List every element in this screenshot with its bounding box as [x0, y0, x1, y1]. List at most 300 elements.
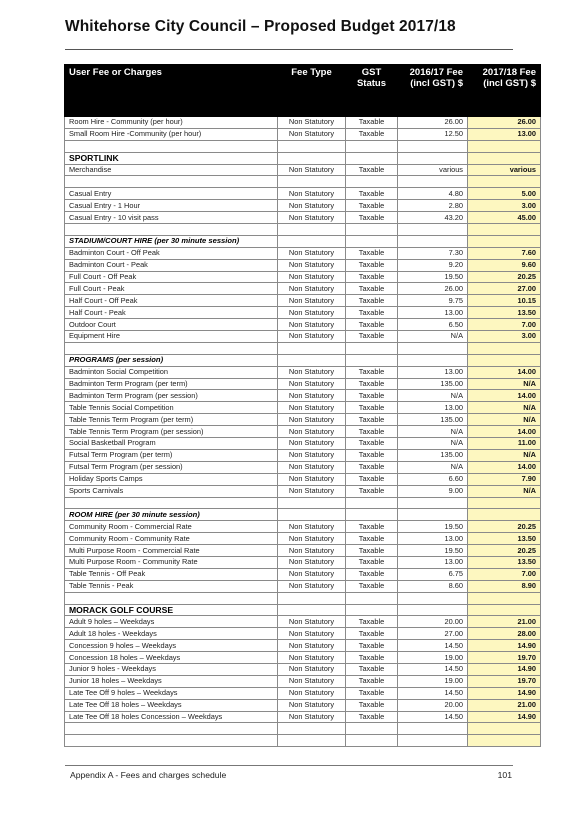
table-row — [65, 461, 541, 473]
fee-description-cell: Concession 9 holes – Weekdays — [65, 640, 278, 652]
fee-2016-17-cell: various — [398, 164, 468, 176]
fee-type-cell — [278, 224, 346, 236]
table-row — [65, 438, 541, 450]
table-row — [65, 628, 541, 640]
fee-2016-17-cell: 26.00 — [398, 117, 468, 129]
table-row — [65, 247, 541, 259]
fee-2016-17-cell: 13.00 — [398, 533, 468, 545]
gst-status-cell: Taxable — [346, 616, 398, 628]
fee-2016-17-cell: 27.00 — [398, 628, 468, 640]
page-title: Whitehorse City Council – Proposed Budget 2017/18 — [65, 18, 456, 35]
fee-type-cell: Non Statutory — [278, 188, 346, 200]
fee-description-cell: Late Tee Off 9 holes – Weekdays — [65, 687, 278, 699]
gst-status-cell: Taxable — [346, 414, 398, 426]
fee-2017-18-cell — [468, 342, 541, 354]
fee-2016-17-cell: 19.00 — [398, 652, 468, 664]
header-fee-2017-18: 2017/18 Fee (incl GST) $ — [468, 65, 541, 117]
table-row — [65, 164, 541, 176]
fee-description-cell: Half Court - Peak — [65, 307, 278, 319]
fee-2017-18-cell: 7.60 — [468, 247, 541, 259]
gst-status-cell — [346, 354, 398, 366]
gst-status-cell — [346, 235, 398, 247]
fee-type-cell — [278, 140, 346, 152]
fee-description-cell — [65, 176, 278, 188]
fee-type-cell: Non Statutory — [278, 533, 346, 545]
fee-2017-18-cell — [468, 735, 541, 747]
table-row — [65, 545, 541, 557]
gst-status-cell: Taxable — [346, 128, 398, 140]
fee-2016-17-cell: N/A — [398, 438, 468, 450]
gst-status-cell: Taxable — [346, 366, 398, 378]
fee-type-cell — [278, 604, 346, 616]
fee-2016-17-cell: 4.80 — [398, 188, 468, 200]
fee-type-cell — [278, 735, 346, 747]
gst-status-cell: Taxable — [346, 378, 398, 390]
fee-description-cell: Community Room - Commercial Rate — [65, 521, 278, 533]
table-row — [65, 117, 541, 129]
fee-2017-18-cell: 13.50 — [468, 533, 541, 545]
fee-2016-17-cell: 13.00 — [398, 556, 468, 568]
fee-2016-17-cell — [398, 224, 468, 236]
fee-description-cell: Multi Purpose Room - Commercial Rate — [65, 545, 278, 557]
gst-status-cell: Taxable — [346, 533, 398, 545]
fee-type-cell: Non Statutory — [278, 402, 346, 414]
fee-description-cell: Table Tennis - Off Peak — [65, 568, 278, 580]
gst-status-cell — [346, 140, 398, 152]
gst-status-cell: Taxable — [346, 164, 398, 176]
fee-description-cell: Late Tee Off 18 holes – Weekdays — [65, 699, 278, 711]
spacer-row — [65, 342, 541, 354]
fee-type-cell: Non Statutory — [278, 271, 346, 283]
fee-description-cell: PROGRAMS (per session) — [65, 354, 278, 366]
table-row — [65, 616, 541, 628]
fee-description-cell: Merchandise — [65, 164, 278, 176]
table-row — [65, 307, 541, 319]
fee-2016-17-cell: 6.50 — [398, 319, 468, 331]
fee-description-cell — [65, 224, 278, 236]
fee-2016-17-cell: 19.50 — [398, 271, 468, 283]
fee-type-cell: Non Statutory — [278, 568, 346, 580]
fee-2017-18-cell: 8.90 — [468, 580, 541, 592]
fee-2016-17-cell — [398, 723, 468, 735]
gst-status-cell: Taxable — [346, 568, 398, 580]
fee-2016-17-cell: 6.75 — [398, 568, 468, 580]
fee-type-cell — [278, 509, 346, 521]
gst-status-cell: Taxable — [346, 556, 398, 568]
fee-type-cell: Non Statutory — [278, 687, 346, 699]
footer-appendix-label: Appendix A - Fees and charges schedule — [70, 770, 227, 780]
fee-description-cell: Multi Purpose Room - Community Rate — [65, 556, 278, 568]
gst-status-cell: Taxable — [346, 117, 398, 129]
gst-status-cell: Taxable — [346, 687, 398, 699]
fee-description-cell: Futsal Term Program (per term) — [65, 449, 278, 461]
fee-2017-18-cell — [468, 235, 541, 247]
footer-divider — [65, 765, 513, 766]
fee-2017-18-cell: 20.25 — [468, 271, 541, 283]
fee-description-cell: Full Court - Peak — [65, 283, 278, 295]
table-row — [65, 675, 541, 687]
gst-status-cell: Taxable — [346, 271, 398, 283]
table-row — [65, 663, 541, 675]
fee-2017-18-cell: 14.90 — [468, 663, 541, 675]
fee-description-cell: Half Court - Off Peak — [65, 295, 278, 307]
gst-status-cell: Taxable — [346, 628, 398, 640]
fee-description-cell: Community Room - Community Rate — [65, 533, 278, 545]
table-row — [65, 473, 541, 485]
fee-2017-18-cell: 3.00 — [468, 200, 541, 212]
table-row — [65, 271, 541, 283]
fee-description-cell: Small Room Hire -Community (per hour) — [65, 128, 278, 140]
fee-type-cell: Non Statutory — [278, 438, 346, 450]
fee-description-cell — [65, 592, 278, 604]
gst-status-cell — [346, 723, 398, 735]
gst-status-cell: Taxable — [346, 663, 398, 675]
fee-description-cell: Holiday Sports Camps — [65, 473, 278, 485]
table-row — [65, 580, 541, 592]
fee-2016-17-cell: N/A — [398, 331, 468, 343]
fee-2016-17-cell: N/A — [398, 426, 468, 438]
section-heading-row — [65, 604, 541, 616]
fee-description-cell: Table Tennis - Peak — [65, 580, 278, 592]
fee-type-cell: Non Statutory — [278, 545, 346, 557]
fee-2016-17-cell: 14.50 — [398, 711, 468, 723]
fee-type-cell: Non Statutory — [278, 521, 346, 533]
table-row — [65, 449, 541, 461]
table-row — [65, 699, 541, 711]
fee-2016-17-cell: 135.00 — [398, 414, 468, 426]
fee-2016-17-cell: 14.50 — [398, 687, 468, 699]
fee-2017-18-cell: 14.00 — [468, 461, 541, 473]
fee-2016-17-cell — [398, 176, 468, 188]
fee-2016-17-cell — [398, 342, 468, 354]
gst-status-cell — [346, 152, 398, 164]
fee-2017-18-cell: various — [468, 164, 541, 176]
fee-2016-17-cell: 26.00 — [398, 283, 468, 295]
fee-description-cell — [65, 497, 278, 509]
fee-type-cell — [278, 152, 346, 164]
fee-2017-18-cell — [468, 604, 541, 616]
fee-type-cell: Non Statutory — [278, 461, 346, 473]
spacer-row — [65, 497, 541, 509]
fee-2016-17-cell — [398, 592, 468, 604]
fee-type-cell — [278, 497, 346, 509]
fee-2016-17-cell — [398, 235, 468, 247]
spacer-row — [65, 224, 541, 236]
table-row — [65, 402, 541, 414]
fee-type-cell: Non Statutory — [278, 426, 346, 438]
fee-type-cell: Non Statutory — [278, 580, 346, 592]
gst-status-cell: Taxable — [346, 247, 398, 259]
spacer-row — [65, 723, 541, 735]
fee-2017-18-cell: 5.00 — [468, 188, 541, 200]
fee-2017-18-cell: 11.00 — [468, 438, 541, 450]
fee-2017-18-cell: 27.00 — [468, 283, 541, 295]
fee-type-cell: Non Statutory — [278, 616, 346, 628]
fee-type-cell: Non Statutory — [278, 283, 346, 295]
gst-status-cell: Taxable — [346, 426, 398, 438]
table-row — [65, 568, 541, 580]
gst-status-cell: Taxable — [346, 307, 398, 319]
fee-2017-18-cell: 28.00 — [468, 628, 541, 640]
fee-2017-18-cell — [468, 354, 541, 366]
gst-status-cell: Taxable — [346, 473, 398, 485]
fee-2017-18-cell: 14.00 — [468, 426, 541, 438]
fee-type-cell: Non Statutory — [278, 212, 346, 224]
fees-table-body — [65, 117, 541, 747]
fee-2016-17-cell: 9.75 — [398, 295, 468, 307]
gst-status-cell: Taxable — [346, 545, 398, 557]
fee-2016-17-cell: 19.50 — [398, 545, 468, 557]
fee-description-cell: Junior 18 holes – Weekdays — [65, 675, 278, 687]
fee-type-cell: Non Statutory — [278, 295, 346, 307]
table-row — [65, 652, 541, 664]
fee-description-cell: Adult 9 holes – Weekdays — [65, 616, 278, 628]
table-row — [65, 414, 541, 426]
fee-2016-17-cell — [398, 152, 468, 164]
fee-2016-17-cell: 19.50 — [398, 521, 468, 533]
title-divider — [65, 49, 513, 50]
table-row — [65, 295, 541, 307]
fee-description-cell: Full Court - Off Peak — [65, 271, 278, 283]
fee-2017-18-cell: N/A — [468, 485, 541, 497]
fee-description-cell: Table Tennis Term Program (per session) — [65, 426, 278, 438]
fee-description-cell: Casual Entry — [65, 188, 278, 200]
header-gst-status: GST Status — [346, 65, 398, 117]
table-row — [65, 521, 541, 533]
fee-2017-18-cell: 13.00 — [468, 128, 541, 140]
fee-description-cell: Badminton Court - Peak — [65, 259, 278, 271]
gst-status-cell — [346, 509, 398, 521]
fee-2016-17-cell: 9.00 — [398, 485, 468, 497]
fee-2017-18-cell: 10.15 — [468, 295, 541, 307]
spacer-row — [65, 176, 541, 188]
table-row — [65, 426, 541, 438]
fee-description-cell: Late Tee Off 18 holes Concession – Weekdays — [65, 711, 278, 723]
gst-status-cell: Taxable — [346, 402, 398, 414]
fee-2016-17-cell: 135.00 — [398, 378, 468, 390]
fee-2017-18-cell: N/A — [468, 449, 541, 461]
page-number: 101 — [497, 770, 512, 780]
gst-status-cell: Taxable — [346, 711, 398, 723]
fee-2017-18-cell: N/A — [468, 414, 541, 426]
fee-2016-17-cell: 2.80 — [398, 200, 468, 212]
fee-2017-18-cell: 13.50 — [468, 307, 541, 319]
fee-description-cell: Badminton Court - Off Peak — [65, 247, 278, 259]
fee-2017-18-cell: 13.50 — [468, 556, 541, 568]
fee-2016-17-cell: N/A — [398, 461, 468, 473]
gst-status-cell: Taxable — [346, 283, 398, 295]
fee-2016-17-cell: 9.20 — [398, 259, 468, 271]
gst-status-cell — [346, 604, 398, 616]
table-row — [65, 640, 541, 652]
fee-type-cell — [278, 354, 346, 366]
fee-description-cell: Badminton Term Program (per session) — [65, 390, 278, 402]
fee-description-cell: STADIUM/COURT HIRE (per 30 minute session) — [65, 235, 278, 247]
gst-status-cell: Taxable — [346, 212, 398, 224]
fee-2017-18-cell: 45.00 — [468, 212, 541, 224]
spacer-row — [65, 735, 541, 747]
fee-2016-17-cell: 13.00 — [398, 402, 468, 414]
fee-type-cell: Non Statutory — [278, 556, 346, 568]
fee-description-cell: Badminton Term Program (per term) — [65, 378, 278, 390]
fee-2017-18-cell: 14.90 — [468, 640, 541, 652]
gst-status-cell: Taxable — [346, 188, 398, 200]
fee-description-cell: Casual Entry - 1 Hour — [65, 200, 278, 212]
table-row — [65, 366, 541, 378]
table-row — [65, 128, 541, 140]
fee-description-cell: Outdoor Court — [65, 319, 278, 331]
fee-description-cell: Social Basketball Program — [65, 438, 278, 450]
gst-status-cell: Taxable — [346, 295, 398, 307]
fee-type-cell: Non Statutory — [278, 699, 346, 711]
fee-description-cell: Room Hire - Community (per hour) — [65, 117, 278, 129]
fee-type-cell: Non Statutory — [278, 640, 346, 652]
fee-description-cell — [65, 735, 278, 747]
section-heading-row — [65, 152, 541, 164]
fee-2017-18-cell: 7.00 — [468, 319, 541, 331]
gst-status-cell: Taxable — [346, 319, 398, 331]
table-row — [65, 319, 541, 331]
fee-description-cell: SPORTLINK — [65, 152, 278, 164]
fee-2016-17-cell: 8.60 — [398, 580, 468, 592]
fee-2016-17-cell: 13.00 — [398, 366, 468, 378]
fee-type-cell: Non Statutory — [278, 449, 346, 461]
fee-type-cell: Non Statutory — [278, 390, 346, 402]
fee-description-cell: Futsal Term Program (per session) — [65, 461, 278, 473]
gst-status-cell — [346, 224, 398, 236]
fees-table — [64, 64, 541, 747]
gst-status-cell: Taxable — [346, 259, 398, 271]
fee-2017-18-cell — [468, 140, 541, 152]
table-row — [65, 283, 541, 295]
gst-status-cell: Taxable — [346, 390, 398, 402]
fee-description-cell — [65, 342, 278, 354]
fee-description-cell: Concession 18 holes – Weekdays — [65, 652, 278, 664]
subsection-heading-row — [65, 235, 541, 247]
fee-type-cell: Non Statutory — [278, 117, 346, 129]
fee-type-cell — [278, 342, 346, 354]
fee-2016-17-cell — [398, 509, 468, 521]
fee-type-cell: Non Statutory — [278, 259, 346, 271]
gst-status-cell: Taxable — [346, 449, 398, 461]
table-row — [65, 556, 541, 568]
gst-status-cell — [346, 176, 398, 188]
gst-status-cell — [346, 342, 398, 354]
fee-description-cell: ROOM HIRE (per 30 minute session) — [65, 509, 278, 521]
fee-type-cell: Non Statutory — [278, 164, 346, 176]
fee-2016-17-cell — [398, 735, 468, 747]
gst-status-cell — [346, 735, 398, 747]
fee-type-cell: Non Statutory — [278, 366, 346, 378]
fee-2016-17-cell: 19.00 — [398, 675, 468, 687]
gst-status-cell: Taxable — [346, 580, 398, 592]
spacer-row — [65, 140, 541, 152]
table-row — [65, 390, 541, 402]
fee-type-cell: Non Statutory — [278, 307, 346, 319]
fee-type-cell: Non Statutory — [278, 711, 346, 723]
fee-2016-17-cell — [398, 140, 468, 152]
fee-2016-17-cell: 12.50 — [398, 128, 468, 140]
gst-status-cell: Taxable — [346, 200, 398, 212]
table-row — [65, 485, 541, 497]
fee-2016-17-cell — [398, 604, 468, 616]
fee-2017-18-cell — [468, 176, 541, 188]
fee-type-cell: Non Statutory — [278, 331, 346, 343]
gst-status-cell: Taxable — [346, 675, 398, 687]
table-row — [65, 378, 541, 390]
fee-2017-18-cell — [468, 497, 541, 509]
fee-2016-17-cell: 43.20 — [398, 212, 468, 224]
fee-2017-18-cell — [468, 592, 541, 604]
spacer-row — [65, 592, 541, 604]
fee-2016-17-cell: 14.50 — [398, 663, 468, 675]
fee-2017-18-cell — [468, 509, 541, 521]
fee-2017-18-cell: 7.00 — [468, 568, 541, 580]
gst-status-cell: Taxable — [346, 438, 398, 450]
gst-status-cell: Taxable — [346, 461, 398, 473]
fee-description-cell — [65, 723, 278, 735]
fee-2016-17-cell: N/A — [398, 390, 468, 402]
table-row — [65, 687, 541, 699]
fee-type-cell — [278, 592, 346, 604]
gst-status-cell — [346, 497, 398, 509]
fee-description-cell: Junior 9 holes - Weekdays — [65, 663, 278, 675]
gst-status-cell: Taxable — [346, 331, 398, 343]
fee-description-cell: Sports Carnivals — [65, 485, 278, 497]
fee-type-cell — [278, 235, 346, 247]
fee-type-cell: Non Statutory — [278, 378, 346, 390]
header-fee-2016-17: 2016/17 Fee (incl GST) $ — [398, 65, 468, 117]
fee-2017-18-cell: 3.00 — [468, 331, 541, 343]
fee-type-cell — [278, 176, 346, 188]
fee-type-cell: Non Statutory — [278, 675, 346, 687]
fee-2017-18-cell: 14.90 — [468, 687, 541, 699]
fee-2017-18-cell: N/A — [468, 402, 541, 414]
fee-type-cell: Non Statutory — [278, 200, 346, 212]
fee-2017-18-cell: 9.60 — [468, 259, 541, 271]
fee-2017-18-cell: 14.90 — [468, 711, 541, 723]
fee-2017-18-cell — [468, 152, 541, 164]
fee-2016-17-cell: 13.00 — [398, 307, 468, 319]
fee-2017-18-cell: 21.00 — [468, 699, 541, 711]
table-row — [65, 188, 541, 200]
fee-description-cell: Casual Entry - 10 visit pass — [65, 212, 278, 224]
table-row — [65, 711, 541, 723]
fee-description-cell: MORACK GOLF COURSE — [65, 604, 278, 616]
header-fee-type: Fee Type — [278, 65, 346, 117]
fee-2017-18-cell: 7.90 — [468, 473, 541, 485]
fee-2016-17-cell: 135.00 — [398, 449, 468, 461]
fee-2017-18-cell: 19.70 — [468, 652, 541, 664]
fee-2016-17-cell: 20.00 — [398, 616, 468, 628]
fee-description-cell: Badminton Social Competition — [65, 366, 278, 378]
fee-2017-18-cell: 20.25 — [468, 545, 541, 557]
fee-2017-18-cell: 19.70 — [468, 675, 541, 687]
fee-2016-17-cell: 20.00 — [398, 699, 468, 711]
table-row — [65, 259, 541, 271]
fee-description-cell: Equipment Hire — [65, 331, 278, 343]
fee-2016-17-cell — [398, 354, 468, 366]
table-row — [65, 212, 541, 224]
fee-2017-18-cell: 14.00 — [468, 390, 541, 402]
table-row — [65, 331, 541, 343]
fee-2017-18-cell — [468, 224, 541, 236]
subsection-heading-row — [65, 509, 541, 521]
fee-description-cell: Adult 18 holes - Weekdays — [65, 628, 278, 640]
fee-2017-18-cell: 21.00 — [468, 616, 541, 628]
fee-2016-17-cell — [398, 497, 468, 509]
fee-2017-18-cell: 20.25 — [468, 521, 541, 533]
